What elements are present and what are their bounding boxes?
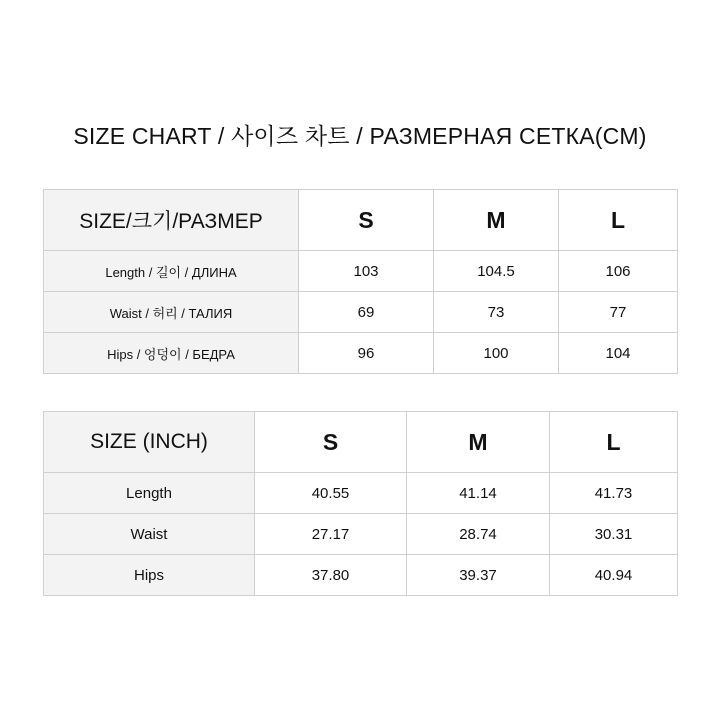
size-m-header: M [407, 412, 550, 473]
table-cell: 106 [559, 251, 678, 292]
size-s-header: S [255, 412, 407, 473]
table-header-row [44, 412, 678, 473]
table-cell: 30.31 [550, 514, 678, 555]
table-cell: 69 [299, 292, 434, 333]
row-label-length: Length [44, 473, 255, 514]
table-cell: 73 [434, 292, 559, 333]
row-label-length: Length / 길이 / ДЛИНА [44, 251, 299, 292]
table-cell: 104 [559, 333, 678, 374]
table-cell: 40.94 [550, 555, 678, 596]
table-header-row [44, 190, 678, 251]
table-cell: 40.55 [255, 473, 407, 514]
size-l-header: L [550, 412, 678, 473]
table-cell: 39.37 [407, 555, 550, 596]
row-label-waist: Waist [44, 514, 255, 555]
row-label-waist: Waist / 허리 / ТАЛИЯ [44, 292, 299, 333]
table-cell: 41.73 [550, 473, 678, 514]
size-m-header: M [434, 190, 559, 251]
table-cell: 96 [299, 333, 434, 374]
table-cell: 77 [559, 292, 678, 333]
size-chart-inch-table [43, 411, 678, 596]
table-cell: 41.14 [407, 473, 550, 514]
table-cell: 103 [299, 251, 434, 292]
header-label: SIZE/크기/РАЗМЕР [44, 190, 299, 251]
row-label-hips: Hips / 엉덩이 / БЕДРА [44, 333, 299, 374]
row-label-hips: Hips [44, 555, 255, 596]
table-row [44, 514, 678, 555]
table-row [44, 251, 678, 292]
table-cell: 28.74 [407, 514, 550, 555]
table-cell: 27.17 [255, 514, 407, 555]
page-title: SIZE CHART / 사이즈 차트 / РАЗМЕРНАЯ СЕТКА(CM) [73, 123, 647, 149]
table-row [44, 555, 678, 596]
table-cell: 37.80 [255, 555, 407, 596]
header-label: SIZE (INCH) [44, 412, 255, 473]
table-cell: 100 [434, 333, 559, 374]
size-l-header: L [559, 190, 678, 251]
table-row [44, 333, 678, 374]
table-cell: 104.5 [434, 251, 559, 292]
size-chart-cm-table [43, 189, 678, 374]
table-row [44, 292, 678, 333]
table-row [44, 473, 678, 514]
size-s-header: S [299, 190, 434, 251]
